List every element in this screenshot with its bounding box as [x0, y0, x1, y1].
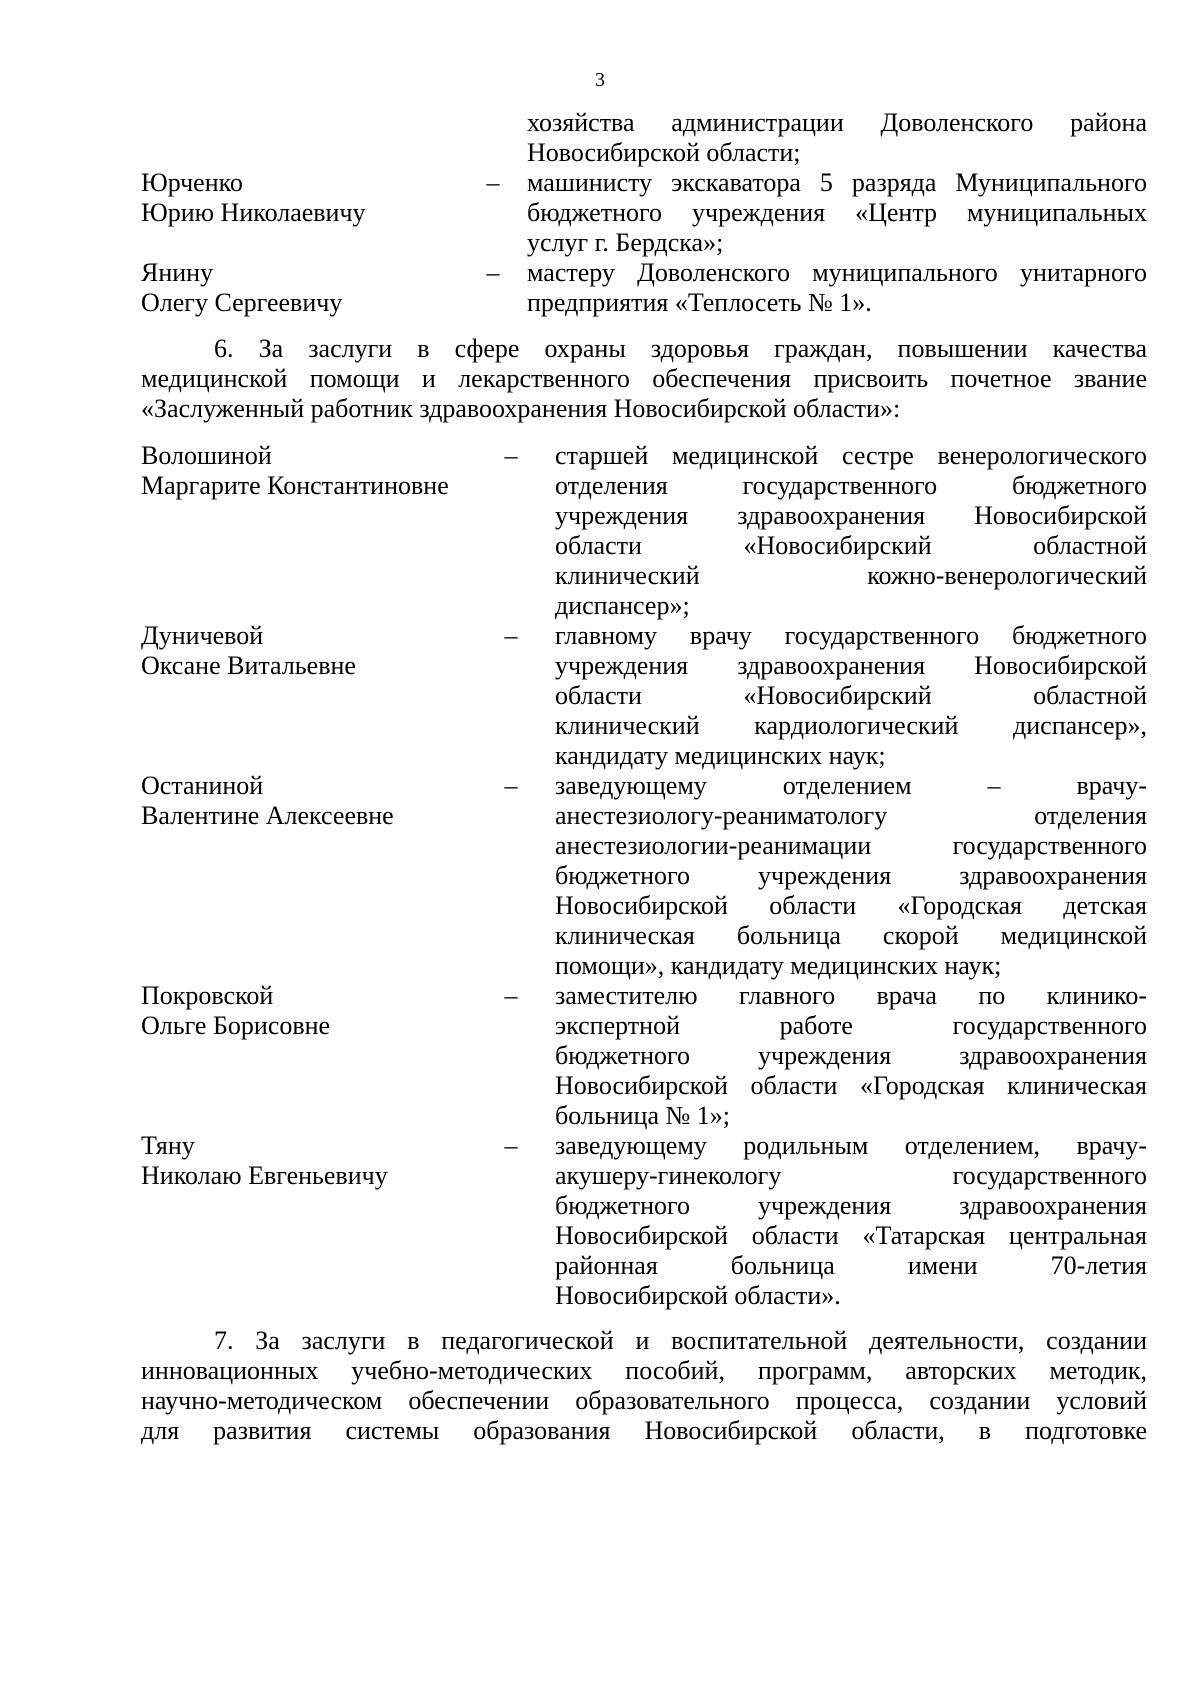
recipient-name: Ольге Борисовне — [141, 1011, 331, 1040]
position-description-line: предприятия «Теплосеть № 1». — [527, 288, 872, 317]
position-description-line: заведующему отделением – врачу- — [555, 771, 1147, 800]
paragraph-line: для развития системы образования Новосибирской области, в подготовке — [141, 1416, 1147, 1445]
position-description-line: заместителю главного врача по клинико- — [555, 981, 1147, 1010]
paragraph-line: медицинской помощи и лекарственного обеспечения присвоить почетное звание — [141, 364, 1147, 393]
position-description-line: главному врачу государственного бюджетного — [555, 621, 1147, 650]
position-description-line: машинисту экскаватора 5 разряда Муниципального — [527, 168, 1147, 197]
position-description-line: диспансер»; — [555, 591, 690, 620]
position-description-line: заведующему родильным отделением, врачу- — [555, 1131, 1147, 1160]
dash-separator: – — [504, 441, 518, 470]
dash-separator: – — [504, 771, 518, 800]
recipient-name: Олегу Сергеевичу — [141, 288, 343, 317]
dash-separator: – — [504, 621, 518, 650]
position-description-line: экспертной работе государственного — [555, 1011, 1147, 1040]
page-number: 3 — [595, 69, 605, 91]
position-description-line: Новосибирской области «Городская детская — [555, 891, 1147, 920]
recipient-name: Маргарите Константиновне — [141, 471, 449, 500]
recipient-name: Николаю Евгеньевичу — [141, 1161, 388, 1190]
position-description-line: хозяйства администрации Доволенского района — [527, 108, 1147, 137]
position-description-line: отделения государственного бюджетного — [555, 471, 1147, 500]
position-description-line: акушеру-гинекологу государственного — [555, 1161, 1147, 1190]
paragraph-line: научно-методическом обеспечении образовательного процесса, создании условий — [141, 1386, 1147, 1415]
position-description-line: помощи», кандидату медицинских наук; — [555, 951, 1002, 980]
position-description-line: учреждения здравоохранения Новосибирской — [555, 651, 1147, 680]
position-description-line: анестезиологу-реаниматологу отделения — [555, 801, 1147, 830]
position-description-line: мастеру Доволенского муниципального унитарного — [527, 258, 1147, 287]
dash-separator: – — [504, 981, 518, 1010]
position-description-line: клинический кожно-венерологический — [555, 561, 1147, 590]
paragraph-line: инновационных учебно-методических пособий, программ, авторских методик, — [141, 1356, 1147, 1385]
recipient-name: Янину — [141, 258, 214, 287]
position-description-line: Новосибирской области «Городская клиническая — [555, 1071, 1147, 1100]
position-description-line: Новосибирской области». — [555, 1281, 841, 1310]
position-description-line: анестезиологии-реанимации государственного — [555, 831, 1147, 860]
recipient-name: Дуничевой — [141, 621, 264, 650]
position-description-line: Новосибирской области «Татарская центральная — [555, 1221, 1147, 1250]
position-description-line: бюджетного учреждения здравоохранения — [555, 1191, 1147, 1220]
position-description-line: клиническая больница скорой медицинской — [555, 921, 1147, 950]
recipient-name: Останиной — [141, 771, 264, 800]
recipient-name: Юрченко — [141, 168, 243, 197]
paragraph-line: «Заслуженный работник здравоохранения Новосибирской области»: — [141, 394, 901, 423]
position-description-line: районная больница имени 70-летия — [555, 1251, 1147, 1280]
position-description-line: бюджетного учреждения здравоохранения — [555, 861, 1147, 890]
dash-separator: – — [486, 258, 500, 287]
position-description-line: услуг г. Бердска»; — [527, 228, 724, 257]
position-description-line: учреждения здравоохранения Новосибирской — [555, 501, 1147, 530]
recipient-name: Валентине Алексеевне — [141, 801, 394, 830]
recipient-name: Тяну — [141, 1131, 195, 1160]
position-description-line: клинический кардиологический диспансер», — [555, 711, 1147, 740]
recipient-name: Покровской — [141, 981, 274, 1010]
position-description-line: кандидату медицинских наук; — [555, 741, 886, 770]
position-description-line: бюджетного учреждения здравоохранения — [555, 1041, 1147, 1070]
recipient-name: Оксане Витальевне — [141, 651, 356, 680]
position-description-line: области «Новосибирский областной — [555, 681, 1147, 710]
position-description-line: бюджетного учреждения «Центр муниципальных — [527, 198, 1147, 227]
recipient-name: Юрию Николаевичу — [141, 198, 366, 227]
dash-separator: – — [486, 168, 500, 197]
position-description-line: области «Новосибирский областной — [555, 531, 1147, 560]
recipient-name: Волошиной — [141, 441, 272, 470]
position-description-line: Новосибирской области; — [527, 138, 801, 167]
dash-separator: – — [504, 1131, 518, 1160]
position-description-line: старшей медицинской сестре венерологического — [555, 441, 1147, 470]
paragraph-line: 6. За заслуги в сфере охраны здоровья граждан, повышении качества — [214, 334, 1147, 363]
position-description-line: больница № 1»; — [555, 1101, 731, 1130]
paragraph-line: 7. За заслуги в педагогической и воспитательной деятельности, создании — [214, 1326, 1147, 1355]
